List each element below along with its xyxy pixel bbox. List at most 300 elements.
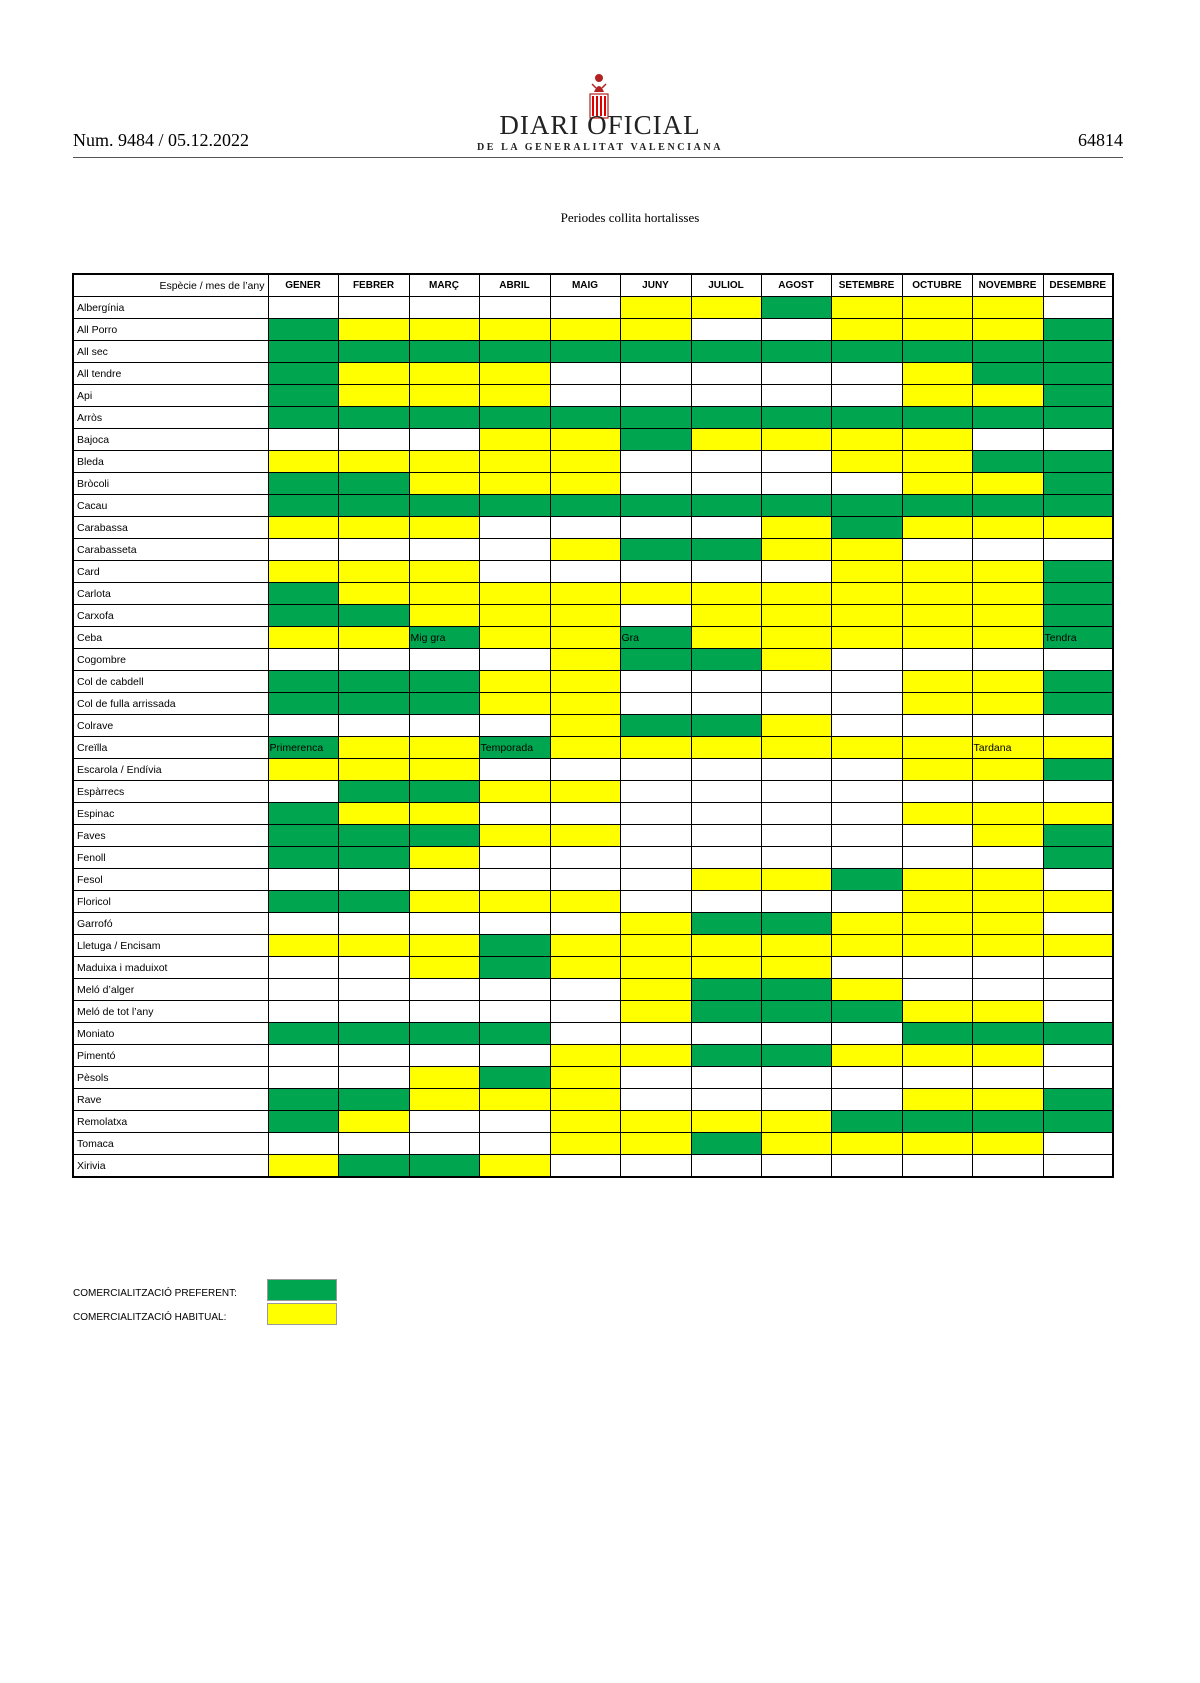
month-cell	[691, 913, 761, 935]
month-cell	[338, 649, 409, 671]
month-cell	[268, 605, 338, 627]
table-row	[73, 297, 1113, 319]
month-cell	[550, 605, 620, 627]
table-row	[73, 957, 1113, 979]
month-cell	[550, 737, 620, 759]
month-cell	[550, 319, 620, 341]
table-row	[73, 1067, 1113, 1089]
month-cell	[831, 341, 902, 363]
month-cell	[620, 561, 691, 583]
month-cell	[550, 935, 620, 957]
month-cell	[268, 341, 338, 363]
month-cell	[831, 891, 902, 913]
month-cell	[1043, 363, 1113, 385]
month-cell	[409, 1023, 479, 1045]
month-cell	[691, 1067, 761, 1089]
month-cell	[620, 979, 691, 1001]
month-cell	[550, 979, 620, 1001]
month-cell	[691, 627, 761, 649]
month-cell	[338, 935, 409, 957]
month-cell	[972, 451, 1043, 473]
month-cell	[409, 407, 479, 429]
month-cell	[691, 979, 761, 1001]
month-cell	[409, 517, 479, 539]
month-cell	[761, 847, 831, 869]
month-cell	[409, 781, 479, 803]
month-cell	[409, 649, 479, 671]
month-cell: Primerenca	[268, 737, 338, 759]
month-cell	[1043, 693, 1113, 715]
month-cell	[691, 539, 761, 561]
month-cell	[831, 803, 902, 825]
month-cell	[550, 1001, 620, 1023]
species-name: Fesol	[73, 869, 268, 891]
month-cell	[268, 803, 338, 825]
table-row	[73, 319, 1113, 341]
month-cell	[479, 605, 550, 627]
month-cell	[409, 979, 479, 1001]
species-name: Carlota	[73, 583, 268, 605]
month-cell	[972, 781, 1043, 803]
table-row	[73, 539, 1113, 561]
month-cell	[761, 1133, 831, 1155]
month-cell: Tardana	[972, 737, 1043, 759]
month-cell	[409, 869, 479, 891]
month-cell	[972, 495, 1043, 517]
month-cell	[338, 385, 409, 407]
month-cell	[902, 979, 972, 1001]
month-cell	[268, 451, 338, 473]
month-cell	[620, 759, 691, 781]
species-name: Garrofó	[73, 913, 268, 935]
month-cell	[620, 737, 691, 759]
month-cell	[268, 297, 338, 319]
month-cell	[761, 319, 831, 341]
month-cell	[972, 1001, 1043, 1023]
month-cell	[338, 341, 409, 363]
species-name: Carabassa	[73, 517, 268, 539]
month-cell	[620, 781, 691, 803]
month-cell	[691, 451, 761, 473]
table-row	[73, 891, 1113, 913]
month-cell	[761, 825, 831, 847]
month-cell	[409, 957, 479, 979]
month-cell	[691, 957, 761, 979]
month-cell	[268, 429, 338, 451]
month-cell	[761, 539, 831, 561]
month-cell	[409, 451, 479, 473]
species-name: Carxofa	[73, 605, 268, 627]
table-row	[73, 1045, 1113, 1067]
month-cell	[1043, 385, 1113, 407]
month-cell	[338, 605, 409, 627]
month-cell	[620, 451, 691, 473]
month-cell	[902, 649, 972, 671]
month-cell	[409, 1001, 479, 1023]
month-cell	[479, 385, 550, 407]
month-cell	[620, 1067, 691, 1089]
month-cell	[691, 605, 761, 627]
month-cell	[409, 891, 479, 913]
species-name: Bleda	[73, 451, 268, 473]
month-cell	[902, 869, 972, 891]
month-cell	[761, 869, 831, 891]
species-name: Pèsols	[73, 1067, 268, 1089]
month-cell	[268, 715, 338, 737]
month-cell	[479, 1133, 550, 1155]
month-cell	[620, 341, 691, 363]
month-cell	[761, 407, 831, 429]
month-cell	[268, 671, 338, 693]
month-cell	[479, 1089, 550, 1111]
month-cell	[338, 869, 409, 891]
table-row	[73, 1111, 1113, 1133]
month-cell	[1043, 847, 1113, 869]
month-cell	[338, 1133, 409, 1155]
month-cell	[338, 495, 409, 517]
month-cell	[479, 649, 550, 671]
month-cell	[902, 891, 972, 913]
month-cell	[620, 1133, 691, 1155]
species-name: Fenoll	[73, 847, 268, 869]
month-cell	[479, 451, 550, 473]
month-cell	[902, 1067, 972, 1089]
month-cell	[972, 957, 1043, 979]
table-row	[73, 671, 1113, 693]
month-cell	[620, 473, 691, 495]
table-row	[73, 605, 1113, 627]
month-cell	[338, 451, 409, 473]
month-cell	[691, 385, 761, 407]
legend-preferent-label: COMERCIALITZACIÓ PREFERENT:	[73, 1288, 237, 1299]
month-cell	[761, 803, 831, 825]
month-cell	[972, 473, 1043, 495]
table-row	[73, 737, 1113, 759]
month-cell	[902, 473, 972, 495]
month-cell	[972, 627, 1043, 649]
corner-header: Espècie / mes de l’any	[73, 274, 268, 297]
month-cell	[620, 363, 691, 385]
month-cell	[620, 913, 691, 935]
month-cell	[831, 627, 902, 649]
month-cell	[479, 891, 550, 913]
month-cell	[479, 979, 550, 1001]
month-cell	[550, 869, 620, 891]
month-cell	[1043, 539, 1113, 561]
month-cell	[1043, 1001, 1113, 1023]
month-cell	[620, 649, 691, 671]
month-cell	[691, 1023, 761, 1045]
month-cell	[972, 1111, 1043, 1133]
month-cell	[831, 495, 902, 517]
month-cell	[620, 517, 691, 539]
month-cell	[338, 517, 409, 539]
month-cell	[691, 297, 761, 319]
month-cell	[761, 891, 831, 913]
month-cell	[761, 1111, 831, 1133]
month-cell	[409, 539, 479, 561]
month-cell	[479, 583, 550, 605]
month-cell	[479, 803, 550, 825]
month-cell	[620, 935, 691, 957]
month-cell	[479, 913, 550, 935]
month-cell	[479, 1045, 550, 1067]
month-cell	[550, 561, 620, 583]
month-cell	[761, 1089, 831, 1111]
month-cell	[409, 583, 479, 605]
month-cell	[972, 935, 1043, 957]
month-cell	[691, 847, 761, 869]
month-cell	[761, 627, 831, 649]
month-cell	[620, 583, 691, 605]
month-cell	[761, 473, 831, 495]
month-cell	[831, 1133, 902, 1155]
month-cell	[1043, 341, 1113, 363]
table-row	[73, 627, 1113, 649]
month-cell	[1043, 1045, 1113, 1067]
month-cell	[1043, 825, 1113, 847]
month-cell	[479, 627, 550, 649]
month-cell	[831, 979, 902, 1001]
month-cell	[831, 583, 902, 605]
month-cell	[550, 473, 620, 495]
month-cell	[479, 363, 550, 385]
table-row	[73, 913, 1113, 935]
month-cell	[1043, 429, 1113, 451]
month-cell	[550, 781, 620, 803]
month-cell	[1043, 583, 1113, 605]
month-cell	[831, 407, 902, 429]
month-header: MARÇ	[409, 274, 479, 297]
header-rule	[73, 157, 1123, 158]
month-cell	[972, 1089, 1043, 1111]
month-header: JUNY	[620, 274, 691, 297]
month-cell	[620, 847, 691, 869]
month-cell	[479, 693, 550, 715]
month-cell	[550, 451, 620, 473]
month-cell	[479, 473, 550, 495]
month-header: SETEMBRE	[831, 274, 902, 297]
month-cell	[550, 1023, 620, 1045]
month-header: DESEMBRE	[1043, 274, 1113, 297]
month-cell	[268, 583, 338, 605]
table-row	[73, 759, 1113, 781]
month-cell	[338, 473, 409, 495]
month-cell	[972, 539, 1043, 561]
month-cell	[409, 297, 479, 319]
species-name: All sec	[73, 341, 268, 363]
month-cell	[902, 605, 972, 627]
month-cell	[691, 495, 761, 517]
month-cell	[691, 781, 761, 803]
month-cell	[338, 583, 409, 605]
month-cell	[268, 869, 338, 891]
month-cell	[691, 737, 761, 759]
month-cell	[409, 913, 479, 935]
month-cell	[831, 385, 902, 407]
species-name: Meló de tot l’any	[73, 1001, 268, 1023]
legend-preferent-swatch	[267, 1279, 337, 1301]
month-cell	[831, 473, 902, 495]
month-cell	[268, 495, 338, 517]
month-cell	[761, 451, 831, 473]
month-cell	[1043, 1133, 1113, 1155]
month-cell	[409, 1155, 479, 1178]
month-cell	[550, 539, 620, 561]
month-cell	[479, 1023, 550, 1045]
month-cell	[1043, 649, 1113, 671]
month-cell	[761, 1045, 831, 1067]
month-cell	[338, 693, 409, 715]
species-name: Escarola / Endívia	[73, 759, 268, 781]
month-cell	[972, 1045, 1043, 1067]
table-row	[73, 517, 1113, 539]
month-cell	[479, 1155, 550, 1178]
month-cell	[1043, 913, 1113, 935]
month-cell	[268, 979, 338, 1001]
species-name: Meló d’alger	[73, 979, 268, 1001]
month-cell	[550, 891, 620, 913]
month-cell	[268, 913, 338, 935]
month-cell	[479, 1067, 550, 1089]
month-cell	[972, 517, 1043, 539]
species-name: Cacau	[73, 495, 268, 517]
month-cell	[972, 319, 1043, 341]
month-cell	[479, 715, 550, 737]
month-cell	[409, 561, 479, 583]
logo-title: DIARI OFICIAL	[499, 110, 701, 140]
table-row	[73, 935, 1113, 957]
month-cell	[479, 407, 550, 429]
month-cell	[479, 935, 550, 957]
month-cell	[409, 737, 479, 759]
month-cell	[1043, 737, 1113, 759]
month-cell	[1043, 803, 1113, 825]
month-cell	[761, 935, 831, 957]
month-cell	[620, 1089, 691, 1111]
month-cell	[338, 759, 409, 781]
month-cell	[1043, 781, 1113, 803]
month-cell	[409, 803, 479, 825]
month-cell	[338, 1001, 409, 1023]
month-cell	[761, 957, 831, 979]
month-cell	[831, 539, 902, 561]
month-cell	[902, 1133, 972, 1155]
month-cell	[972, 363, 1043, 385]
month-cell: Gra	[620, 627, 691, 649]
month-cell	[479, 869, 550, 891]
month-cell	[1043, 1023, 1113, 1045]
month-cell	[620, 803, 691, 825]
month-cell	[902, 539, 972, 561]
month-cell	[268, 1023, 338, 1045]
month-cell	[479, 429, 550, 451]
table-row	[73, 451, 1113, 473]
month-cell	[409, 693, 479, 715]
month-cell	[902, 341, 972, 363]
month-cell	[1043, 605, 1113, 627]
month-cell	[338, 539, 409, 561]
month-cell	[902, 671, 972, 693]
month-cell	[761, 979, 831, 1001]
month-cell	[550, 847, 620, 869]
table-title: Periodes collita hortalisses	[560, 210, 700, 225]
month-cell	[550, 671, 620, 693]
month-cell	[268, 1067, 338, 1089]
month-cell	[761, 429, 831, 451]
month-cell	[902, 297, 972, 319]
month-cell	[620, 297, 691, 319]
month-cell	[268, 935, 338, 957]
month-cell	[1043, 715, 1113, 737]
month-cell	[620, 891, 691, 913]
month-cell	[1043, 759, 1113, 781]
month-cell	[972, 297, 1043, 319]
month-cell	[902, 407, 972, 429]
table-row	[73, 385, 1113, 407]
month-cell	[761, 649, 831, 671]
month-cell	[902, 1001, 972, 1023]
month-cell	[338, 429, 409, 451]
month-cell	[831, 1089, 902, 1111]
month-cell	[620, 1045, 691, 1067]
month-cell	[409, 473, 479, 495]
month-cell	[831, 1067, 902, 1089]
month-cell	[550, 759, 620, 781]
month-cell	[902, 363, 972, 385]
month-cell	[268, 891, 338, 913]
month-cell	[761, 1067, 831, 1089]
month-cell	[831, 451, 902, 473]
month-cell	[620, 1111, 691, 1133]
month-cell	[831, 297, 902, 319]
month-cell	[972, 385, 1043, 407]
month-cell	[761, 385, 831, 407]
month-cell	[831, 715, 902, 737]
month-cell	[902, 583, 972, 605]
month-cell	[268, 385, 338, 407]
species-name: Api	[73, 385, 268, 407]
month-cell	[620, 319, 691, 341]
month-cell	[1043, 561, 1113, 583]
month-cell	[972, 693, 1043, 715]
month-cell	[902, 451, 972, 473]
month-cell	[409, 1045, 479, 1067]
month-cell	[338, 1067, 409, 1089]
month-cell	[409, 363, 479, 385]
month-cell	[479, 319, 550, 341]
table-row	[73, 979, 1113, 1001]
month-cell	[338, 913, 409, 935]
species-name: All Porro	[73, 319, 268, 341]
month-header: OCTUBRE	[902, 274, 972, 297]
table-row	[73, 781, 1113, 803]
table-row	[73, 1089, 1113, 1111]
month-cell	[338, 407, 409, 429]
month-cell	[902, 517, 972, 539]
month-cell	[338, 1023, 409, 1045]
month-cell	[761, 1001, 831, 1023]
issue-number: Num. 9484 / 05.12.2022	[73, 130, 250, 150]
month-cell	[620, 539, 691, 561]
month-cell	[902, 715, 972, 737]
month-cell	[831, 1045, 902, 1067]
month-cell	[761, 297, 831, 319]
month-cell	[268, 693, 338, 715]
month-cell	[550, 1089, 620, 1111]
month-cell	[691, 1155, 761, 1178]
month-cell	[831, 737, 902, 759]
